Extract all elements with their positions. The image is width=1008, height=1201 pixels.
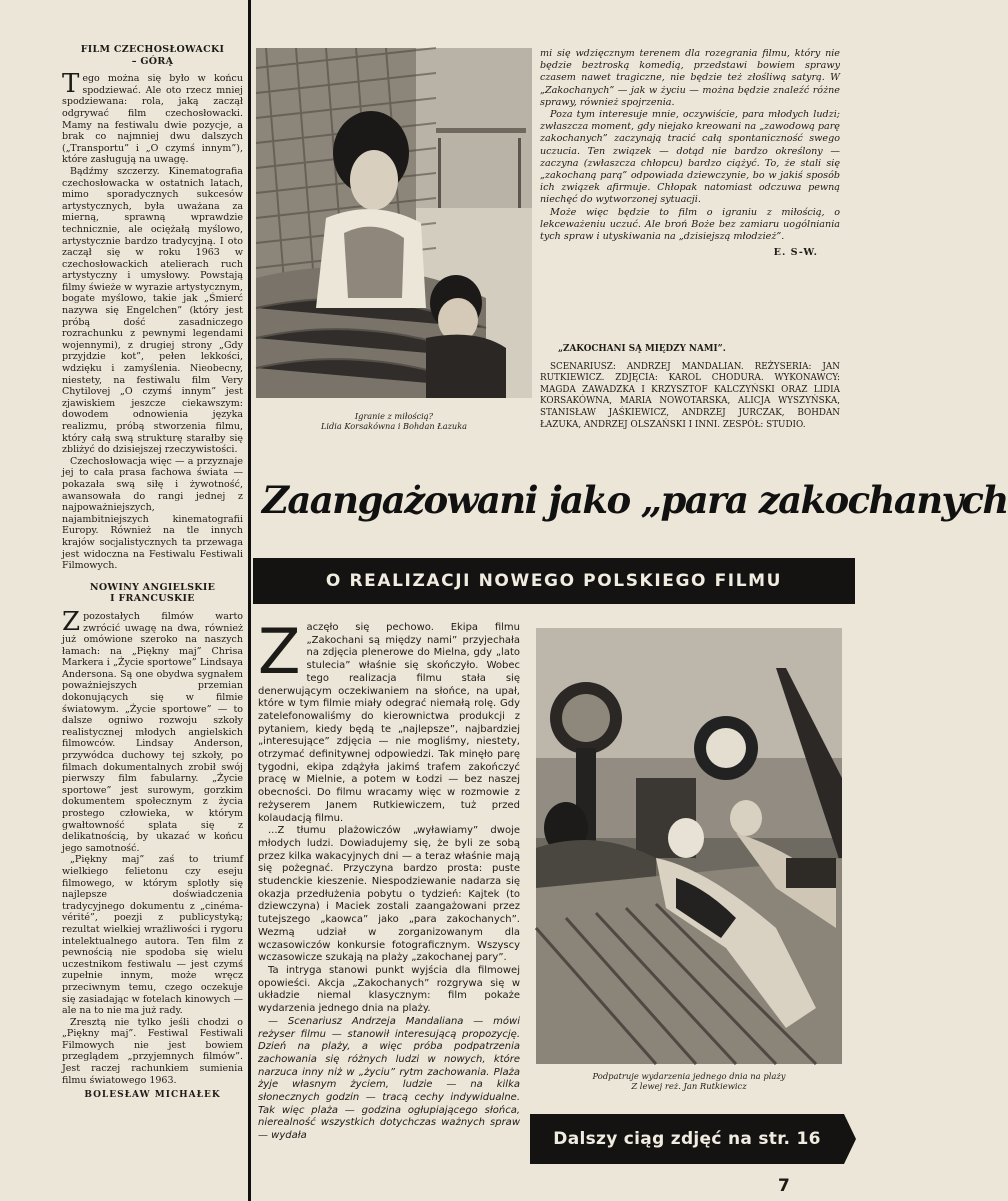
- paragraph: [258, 615, 520, 825]
- paragraph: Może więc będzie to film o igraniu z miłością, o lekceważeniu uczuć. Ale broń Boże bez zamiaru uogólniania tych spraw i utyskiwania na „dzisiejszą młodzież”.: [540, 206, 840, 243]
- author-signature: BOLESŁAW MICHAŁEK: [84, 1090, 221, 1101]
- paragraph: Ta intryga stanowi punkt wyjścia dla filmowej opowieści. Akcja „Zakochanych” rozgrywa się w układzie niemal klasycznym: film pokaże wydarzenia jednego dnia na plaży.: [258, 964, 520, 1015]
- left-column-article: [62, 44, 243, 1102]
- credits-title: „ZAKOCHANI SĄ MIĘDZY NAMI”.: [558, 344, 726, 354]
- drop-cap: Z: [258, 615, 301, 688]
- column-divider: [248, 0, 251, 1201]
- heading-line: FILM CZECHOSŁOWACKI: [80, 44, 225, 55]
- article-headline: Zaangażowani jako „para zakochanych: [262, 478, 1008, 522]
- paragraph: — Scenariusz Andrzeja Mandaliana — mówi reżyser filmu — stanowił interesującą propozycję. Dzień na plaży, a więc próba podpatrzenia zachowania się różnych ludzi w nowych, które narzuca inny niż w „życiu” rytm zachowania. Plaża żyje własnym życiem, ludzie — na kilka słonecznych godzin — tracą cechy indywidualne. Tak więc plaża — godzina ogłupiającego słońca, nierealność wszystkich dotychczas ważnych spraw — wydała: [258, 1015, 520, 1142]
- paragraph-text: pozostałych filmów warto zwrócić uwagę na dwa, również już omówione szeroko na naszych łamach: na „Piękny maj” Chrisa Markera i „Życie sportowe” Lindsaya Andersona. Są one obydwa sygnałem poważniejszych przemian dokonujących się w filmie światowym. „Życie sportowe” — to dalsze ogniwo rozwoju szkoły realistycznej młodych angielskich filmowców. Lindsay Anderson, przywódca duchowy tej szkoły, po filmach dokumentalnych zrobił swój pierwszy film fabularny. „Życie sportowe” jest surowym, gorzkim dokumentem społecznym z życia prostego człowieka, w którym gwałtowność splata się z delikatnością, by ukazać w końcu jego samotność.: [62, 610, 243, 854]
- caption-line: Z lewej reż. Jan Rutkiewicz: [631, 1081, 747, 1091]
- paragraph-text: ego można się było w końcu spodziewać. Ale oto rzecz mniej spodziewana: rola, jaką zaczął odgrywać film czechosłowacki. Mamy na festiwalu dwie pozycje, a brak co najmniej dwu dalszych („Transportu” i „O czymś innym”), które zasługują na uwagę.: [62, 73, 243, 166]
- continued-banner: [530, 1114, 844, 1164]
- banner-text: O REALIZACJI NOWEGO POLSKIEGO FILMU: [325, 571, 783, 591]
- section-heading-english-french: [62, 582, 243, 605]
- heading-line: I FRANCUSKIE: [110, 593, 195, 605]
- author-signature: E. S-W.: [773, 247, 818, 259]
- credits-text: SCENARIUSZ: ANDRZEJ MANDALIAN. REŻYSERIA: JAN RUTKIEWICZ. ZDJĘCIA: KAROL CHODURA. WYKONAWCY: MAGDA ZAWADZKA I KRZYSZTOF KALCZYŃSKI ORAZ LIDIA KORSAKÓWNA, MARIA NOWOTARSKA, ALICJA WYSZYŃSKA, STANISŁAW JAŚKIEWICZ, ANDRZEJ JURCZAK, BOHDAN ŁAZUKA, ANDRZEJ OLSZAŃSKI I INNI. ZESPÓŁ: STUDIO.: [540, 361, 840, 430]
- paragraph: Poza tym interesuje mnie, oczywiście, para młodych ludzi; zwłaszcza moment, gdy niejako kreowani na „zawodową parę zakochanych” zaczynają tracić całą spontaniczność swego uczucia. Ten związek — dotąd nie bardzo określony — zaczyna (zwłaszcza chłopcu) bardzo ciążyć. To, że stali się „zakochaną parą” odpowiada dziewczynie, bo w jakiś sposób ich związek afirmuje. Chłopak natomiast odczuwa pewną niechęć do wytworzonej sytuacji.: [540, 109, 840, 206]
- paragraph: Bądźmy szczerzy. Kinematografia czechosłowacka w ostatnich latach, mimo sporadycznych sukcesów artystycznych, była uważana za mierną, sprawną wprawdzie technicznie, ale ociężałą myślowo, artystycznie bardzo tradycyjną. I oto zaczął się w roku 1963 w czechosłowackich atelierach ruch artystyczny i umysłowy. Powstają filmy świeże w wyrazie artystycznym, bogate myślowo, takie jak „Śmierć nazywa się Engelchen” (który jest próbą dość zasadniczego rozrachunku z pewnymi legendami wojennymi), z drugiej strony „Gdy przyjdzie kot”, pełen lekkości, wdzięku i zamyślenia. Nieobecny, niestety, na festiwalu film Very Chytilovej „O czymś innym” jest zjawiskiem jeszcze ciekawszym: dowodem odnowienia języka realizmu, próbą stworzenia filmu, który całą swą strukturę starałby się zbliżyć do dzisiejszej rzeczywistości.: [62, 165, 243, 456]
- main-article: [258, 615, 520, 1143]
- paragraph: mi się wdzięcznym terenem dla rozegrania filmu, który nie będzie beztroską komedią, przedstawi bowiem sprawy czasem nawet tragiczne, nie będzie też złośliwą satyrą. W „Zakochanych” — jak w życiu — można będzie znaleźć różne sprawy, również spojrzenia.: [540, 48, 840, 108]
- paragraph: [62, 606, 243, 854]
- caption-line: Podpatruje wydarzenia jednego dnia na plaży: [592, 1071, 786, 1081]
- page-number: 7: [778, 1176, 790, 1196]
- caption-line: Igranie z miłością?: [354, 411, 434, 421]
- caption-line: Lidia Korsakówna i Bohdan Łazuka: [320, 421, 468, 431]
- paragraph-text: aczęło się pechowo. Ekipa filmu „Zakochani są między nami” przyjechała na zdjęcia plenerowe do Mielna, gdy „lato stulecia” właśnie się skończyło. Wobec tego realizacja filmu stała się denerwującym oczekiwaniem na słońce, na upał, które w tym filmie miały odegrać niemałą rolę. Gdy zatelefonowaliśmy do kierownictwa produkcji z pytaniem, kiedy będą te „najlepsze”, najbardziej „interesujące” zdjęcia — nie mogliśmy, niestety, otrzymać definitywnej odpowiedzi. Tak minęło parę tygodni, ekipa zdążyła jakimś trafem zakończyć pracę w Mielnie, a potem w Łodzi — bez naszej obecności. Do filmu wracamy więc w rozmowie z reżyserem Janem Rutkiewiczem, tuż przed kolaudacją filmu.: [258, 622, 520, 824]
- paragraph: „Piękny maj” zaś to triumf wielkiego felietonu czy eseju filmowego, w którym splotły się najlepsze doświadczenia tradycyjnego dokumentu z „cinéma-vérité”, poezji z publicystyką; rezultat wielkiej wrażliwości i rygoru intelektualnego autora. Ten film z pewnością nie spodoba się wielu uczestnikom festiwalu — jest czymś zupełnie innym, może wręcz przeciwnym temu, czego oczekuje się zasiadając w fotelach kinowych — ale na to nie ma już rady.: [62, 854, 243, 1017]
- photo-couple-beach-chair: [256, 48, 532, 398]
- section-heading-czech: [62, 44, 243, 67]
- photo-film-set-beach: [536, 628, 842, 1064]
- heading-line: – GÓRĄ: [131, 55, 174, 67]
- paragraph: Zresztą nie tylko jeśli chodzi o „Piękny maj”. Festiwal Festiwali Filmowych nie jest bowiem przeglądem „przyjemnych filmów”. Jest raczej rachunkiem sumienia filmu światowego 1963.: [62, 1016, 243, 1086]
- photo-illustration: [256, 48, 532, 398]
- paragraph: ...Z tłumu plażowiczów „wyławiamy” dwoje młodych ludzi. Dowiadujemy się, że byli ze sobą przez kilka wakacyjnych dni — a teraz właśnie mają się pożegnać. Przyczyna bardzo prosta: puste studenckie kieszenie. Niespodziewanie nadarza się okazja przedłużenia pobytu o tydzień: Kajtek (to dziewczyna) i Maciek zostali zaangażowani przez tutejszego „kaowca” jako „para zakochanych”. Wezmą udział w zorganizowanym dla wczasowiczów konkursie fotograficznym. Wszyscy wczasowicze szukają na plaży „zakochanej pary”.: [258, 825, 520, 964]
- photo-caption-top: [256, 411, 532, 431]
- heading-line: NOWINY ANGIELSKIE: [89, 581, 216, 593]
- drop-cap: T: [62, 69, 80, 100]
- interview-continuation: [540, 48, 840, 259]
- paragraph: [62, 69, 243, 166]
- continued-text: Dalszy ciąg zdjęć na str. 16: [553, 1129, 821, 1149]
- paragraph: Czechosłowacja więc — a przyznaje jej to cała prasa fachowa świata — pokazała swą siłę i żywotność, awansowała do rangi jednej z najpoważniejszych, najambitniejszych kinematografii Europy. Również na tle innych krajów socjalistycznych ta przewaga jest widoczna na Festiwalu Festiwali Filmowych.: [62, 455, 243, 572]
- photo-caption-bottom: [536, 1071, 842, 1091]
- subheadline-banner: [253, 558, 855, 604]
- film-credits: [540, 344, 840, 431]
- photo-illustration: [536, 628, 842, 1064]
- drop-cap: Z: [62, 606, 81, 637]
